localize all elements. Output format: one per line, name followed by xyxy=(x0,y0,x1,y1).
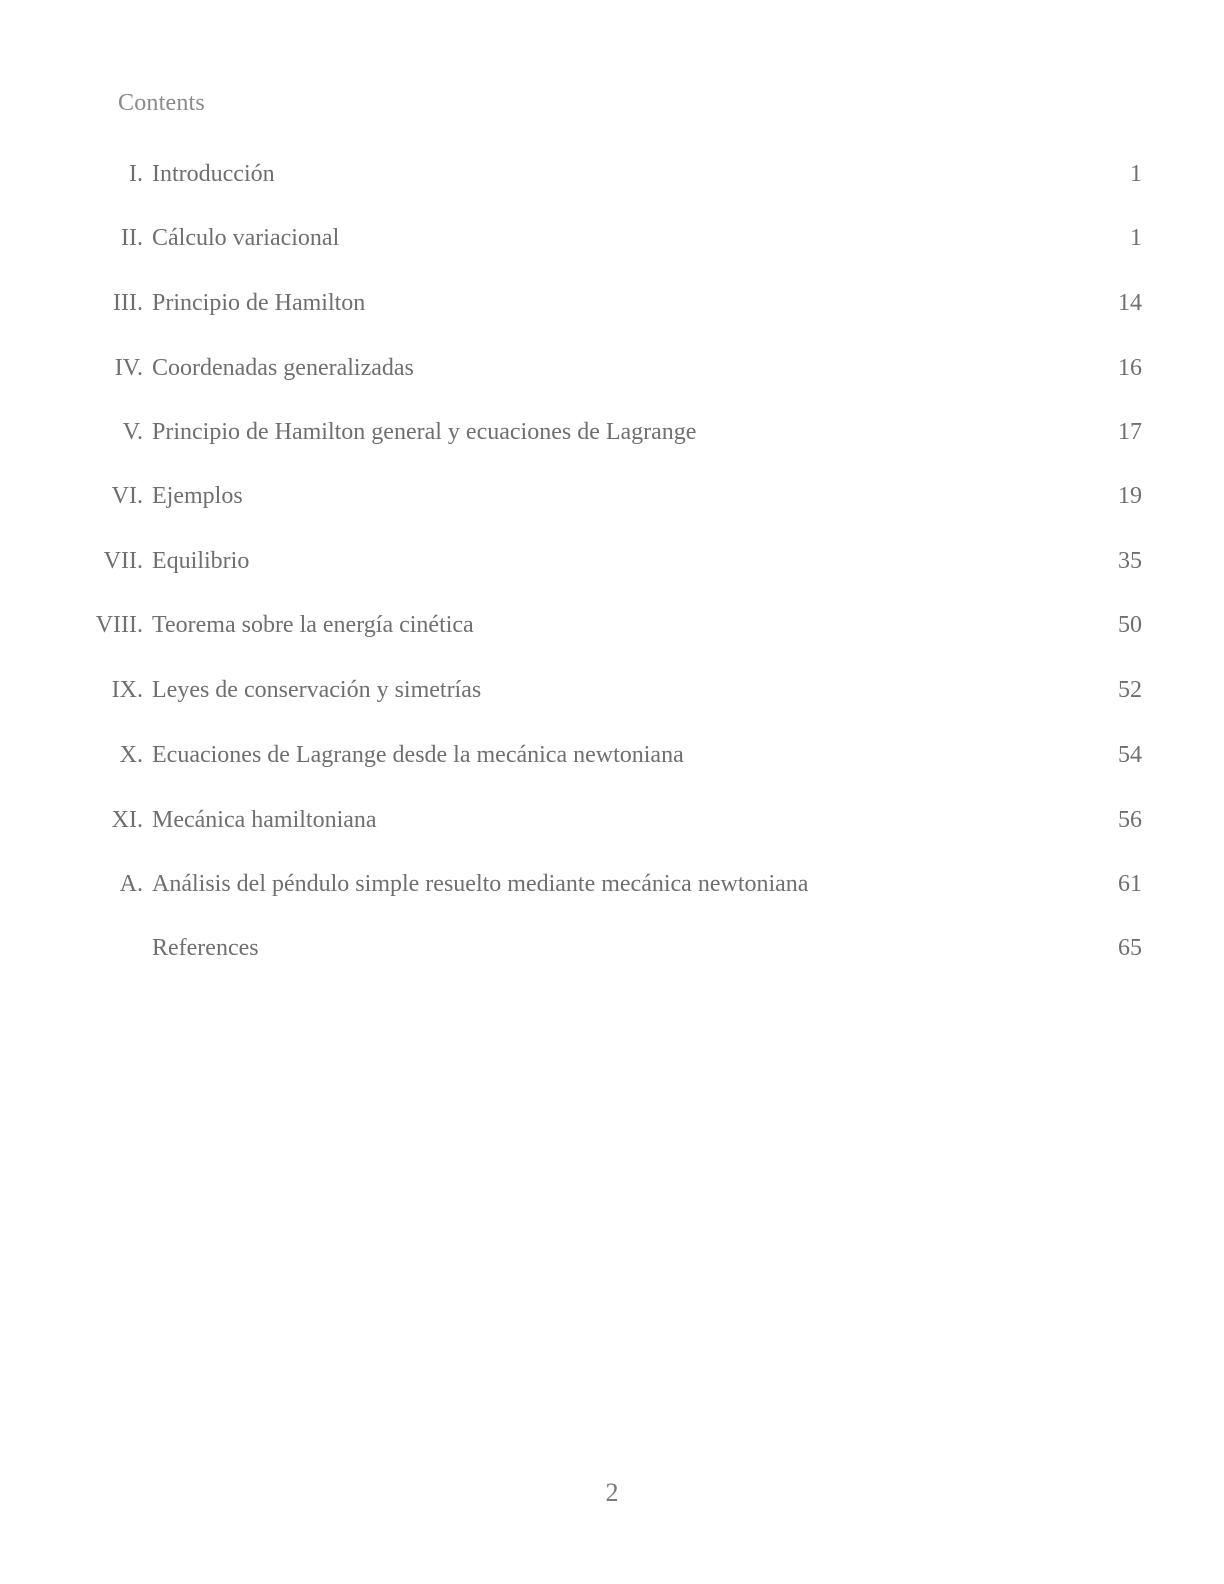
toc-entry-title: Ejemplos xyxy=(152,483,243,509)
toc-entry-page: 1 xyxy=(1130,161,1142,187)
toc-entry-number: I. xyxy=(129,161,143,187)
toc-entry[interactable] xyxy=(0,545,1224,577)
toc-entry-number: III. xyxy=(113,290,143,316)
toc-entry[interactable] xyxy=(0,222,1224,254)
toc-entry-page: 61 xyxy=(1118,871,1142,897)
toc-entry-page: 56 xyxy=(1118,807,1142,833)
toc-entry-number: A. xyxy=(119,871,143,897)
toc-entry-number: XI. xyxy=(111,807,143,833)
toc-entry-page: 35 xyxy=(1118,548,1142,574)
toc-entry[interactable] xyxy=(0,674,1224,706)
toc-entry[interactable] xyxy=(0,416,1224,448)
toc-entry-number: VII. xyxy=(103,548,143,574)
toc-entry-page: 14 xyxy=(1118,290,1142,316)
toc-entry-number: II. xyxy=(121,225,143,251)
toc-entry-number: IX. xyxy=(111,677,143,703)
toc-entry[interactable] xyxy=(0,739,1224,771)
toc-entry[interactable] xyxy=(0,609,1224,641)
toc-entry-title: Introducción xyxy=(152,161,275,187)
toc-entry-title: Cálculo variacional xyxy=(152,225,340,251)
toc-entry-title: Principio de Hamilton general y ecuaciones de Lagrange xyxy=(152,419,697,445)
page-number: 2 xyxy=(605,1478,619,1507)
toc-entry-page: 54 xyxy=(1118,742,1142,768)
toc-entry-page: 50 xyxy=(1118,612,1142,638)
toc-entry-number: IV. xyxy=(114,355,143,381)
toc-entry-page: 52 xyxy=(1118,677,1142,703)
toc-entry-page: 16 xyxy=(1118,355,1142,381)
toc-entry[interactable] xyxy=(0,287,1224,319)
toc-entry-page: 17 xyxy=(1118,419,1142,445)
toc-entry-title: Teorema sobre la energía cinética xyxy=(152,612,474,638)
toc-entry-title: Análisis del péndulo simple resuelto mediante mecánica newtoniana xyxy=(152,871,809,897)
toc-entry[interactable] xyxy=(0,868,1224,900)
toc-entry-page: 1 xyxy=(1130,225,1142,251)
toc-entry-title: Coordenadas generalizadas xyxy=(152,355,414,381)
toc-entry-page: 19 xyxy=(1118,483,1142,509)
toc-entry-title: Leyes de conservación y simetrías xyxy=(152,677,482,703)
toc-entry[interactable] xyxy=(0,804,1224,836)
toc-entry-page: 65 xyxy=(1118,935,1142,961)
toc-entry-title: Mecánica hamiltoniana xyxy=(152,807,377,833)
toc-heading: Contents xyxy=(118,90,205,116)
toc-entry-title: Equilibrio xyxy=(152,548,250,574)
toc-entry[interactable] xyxy=(0,352,1224,384)
toc-entry[interactable] xyxy=(0,480,1224,512)
toc-entry[interactable] xyxy=(0,158,1224,190)
toc-entry-number: V. xyxy=(122,419,143,445)
toc-entry-number: VI. xyxy=(111,483,143,509)
toc-entry-title: Ecuaciones de Lagrange desde la mecánica newtoniana xyxy=(152,742,684,768)
toc-entry-title: References xyxy=(152,935,259,961)
toc-entry-number: VIII. xyxy=(95,612,143,638)
toc-entry-number: X. xyxy=(119,742,143,768)
toc-entry-title: Principio de Hamilton xyxy=(152,290,366,316)
toc-entry[interactable] xyxy=(0,932,1224,964)
